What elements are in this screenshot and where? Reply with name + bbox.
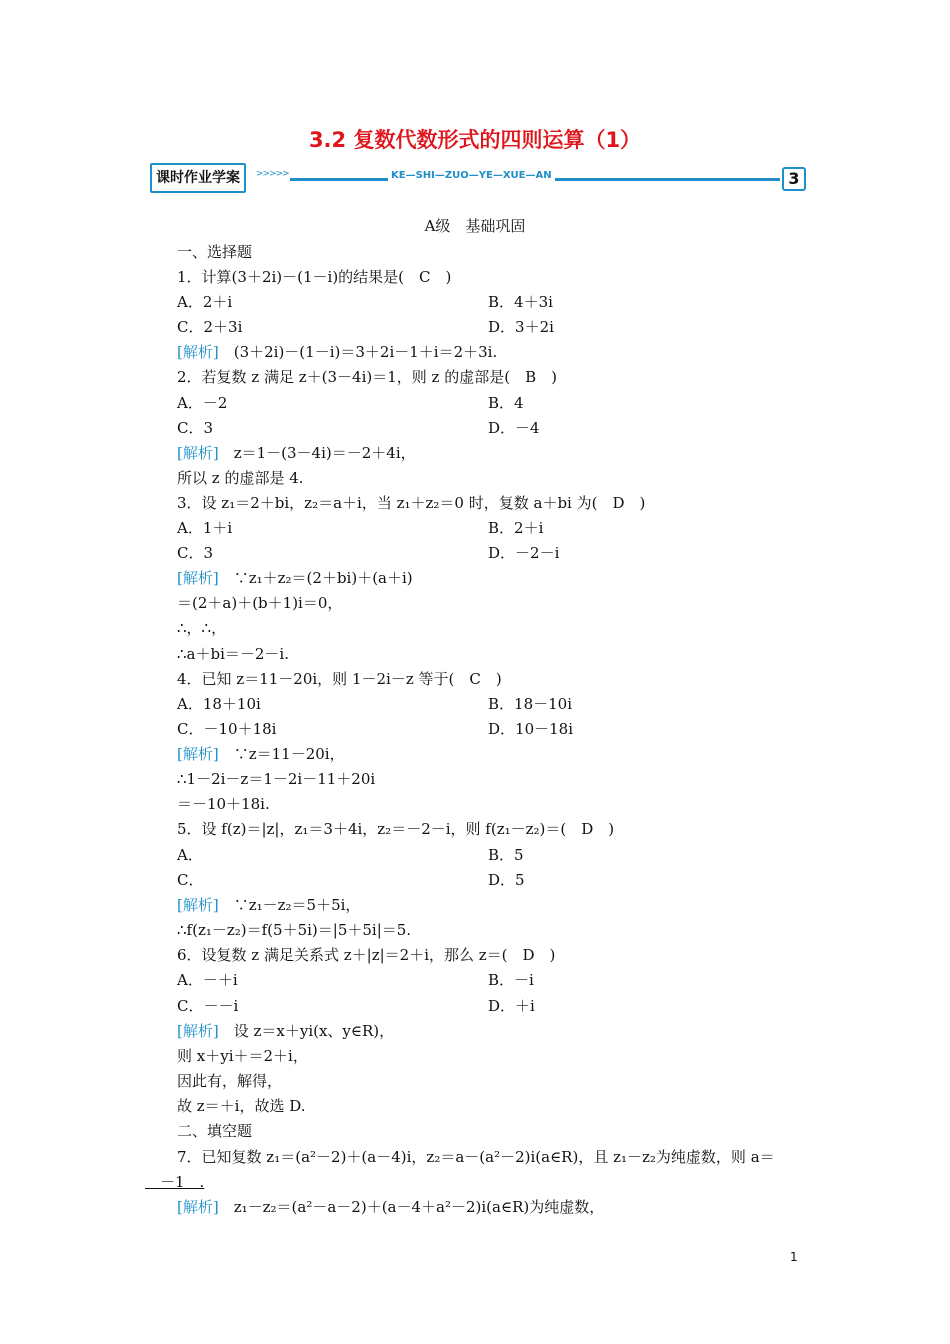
text-line	[177, 644, 289, 664]
analysis-tag: [解析]	[177, 569, 219, 587]
option-right: B．－i	[488, 971, 534, 989]
option-left: A．	[177, 846, 203, 864]
line-text: 因此有，解得，	[177, 1072, 283, 1090]
analysis-line	[177, 1197, 604, 1217]
line-text: ∵z₁－z₂＝5＋5i，	[218, 896, 361, 914]
analysis-tag: [解析]	[177, 745, 219, 763]
line-text: ∴1－2i－z＝1－2i－11＋20i	[177, 770, 376, 788]
line-text: 故 z＝＋i，故选 D.	[177, 1097, 306, 1115]
option-left: C．3	[177, 419, 214, 437]
option-right: B．4	[488, 394, 524, 412]
analysis-tag: [解析]	[177, 444, 219, 462]
line-text: 所以 z 的虚部是 4.	[177, 469, 304, 487]
line-text: －1 .	[145, 1173, 205, 1191]
analysis-tag: [解析]	[177, 1198, 219, 1216]
analysis-tag: [解析]	[177, 1022, 219, 1040]
line-text: 3．设 z₁＝2＋bi，z₂＝a＋i，当 z₁＋z₂＝0 时，复数 a＋bi 为( D )	[177, 494, 646, 512]
line-text: 则 x＋yi＋＝2＋i，	[177, 1047, 308, 1065]
option-left: A．2＋i	[177, 293, 233, 311]
text-line	[177, 769, 375, 789]
line-text: ∴a＋bi＝－2－i.	[177, 645, 289, 663]
option-left: C．－－i	[177, 997, 239, 1015]
banner-pinyin: KE—SHI—ZUO—YE—XUE—AN	[388, 170, 555, 181]
option-right: D．－2－i	[488, 544, 560, 562]
line-text: 7．已知复数 z₁＝(a²－2)＋(a－4)i，z₂＝a－(a²－2)i(a∈R)，且 z₁－z₂为纯虚数，则 a＝	[177, 1148, 775, 1166]
option-right: D．－4	[488, 419, 540, 437]
text-line	[177, 794, 270, 814]
text-line	[177, 468, 304, 488]
text-line	[177, 1147, 775, 1167]
level-heading: A级 基础巩固	[424, 217, 526, 235]
analysis-line	[177, 568, 413, 588]
text-line	[177, 819, 614, 839]
analysis-tag: [解析]	[177, 343, 219, 361]
line-text: ∵z₁＋z₂＝(2＋bi)＋(a＋i)	[218, 569, 413, 587]
line-text: z₁－z₂＝(a²－a－2)＋(a－4＋a²－2)i(a∈R)为纯虚数，	[218, 1198, 605, 1216]
option-left: C．－10＋18i	[177, 720, 277, 738]
line-text: 4．已知 z＝11－20i，则 1－2i－z 等于( C )	[177, 670, 502, 688]
analysis-line	[177, 895, 360, 915]
text-line	[177, 593, 342, 613]
analysis-line	[177, 744, 345, 764]
banner-label: 课时作业学案	[150, 163, 246, 193]
option-right: B．18－10i	[488, 695, 572, 713]
analysis-tag: [解析]	[177, 896, 219, 914]
analysis-line	[177, 443, 416, 463]
banner-number: 3	[782, 167, 806, 191]
text-line	[177, 267, 451, 287]
text-line	[177, 367, 557, 387]
line-text: 6．设复数 z 满足关系式 z＋|z|＝2＋i，那么 z＝( D )	[177, 946, 556, 964]
line-text: 1．计算(3＋2i)－(1－i)的结果是( C )	[177, 268, 452, 286]
option-left: A．－2	[177, 394, 228, 412]
option-left: C．	[177, 871, 204, 889]
text-line	[177, 1071, 282, 1091]
section-heading: 一、选择题	[177, 243, 253, 261]
option-left: C．2＋3i	[177, 318, 243, 336]
line-text: (3＋2i)－(1－i)＝3＋2i－1＋i＝2＋3i.	[218, 343, 498, 361]
line-text: 2．若复数 z 满足 z＋(3－4i)＝1，则 z 的虚部是( B )	[177, 368, 557, 386]
text-line	[177, 618, 226, 638]
line-text: 5．设 f(z)＝|z|，z₁＝3＋4i，z₂＝－2－i，则 f(z₁－z₂)＝( D )	[177, 820, 615, 838]
text-line	[177, 1121, 252, 1141]
text-line	[177, 493, 645, 513]
text-line	[177, 669, 502, 689]
line-text: ∴，∴，	[177, 619, 227, 637]
banner-arrows: >>>>>	[256, 169, 289, 179]
page-title: 3.2 复数代数形式的四则运算（1）	[308, 128, 642, 152]
option-right: D．＋i	[488, 997, 535, 1015]
analysis-line	[177, 342, 497, 362]
line-text: 二、填空题	[177, 1122, 253, 1140]
line-text: ＝－10＋18i.	[177, 795, 270, 813]
line-text: 设 z＝x＋yi(x、y∈R)，	[218, 1022, 395, 1040]
option-left: C．3	[177, 544, 214, 562]
text-line	[177, 920, 411, 940]
section-banner	[150, 163, 806, 197]
text-line	[177, 1046, 308, 1066]
text-line	[177, 1096, 306, 1116]
line-text: ＝(2＋a)＋(b＋1)i＝0，	[177, 594, 343, 612]
text-line	[145, 1172, 204, 1192]
option-right: D．5	[488, 871, 525, 889]
page-number: 1	[790, 1250, 798, 1264]
option-right: B．4＋3i	[488, 293, 553, 311]
line-text: z＝1－(3－4i)＝－2＋4i，	[218, 444, 416, 462]
option-right: D．3＋2i	[488, 318, 554, 336]
option-left: A．18＋10i	[177, 695, 261, 713]
line-text: ∴f(z₁－z₂)＝f(5＋5i)＝|5＋5i|＝5.	[177, 921, 412, 939]
option-right: D．10－18i	[488, 720, 573, 738]
line-text: ∵z＝11－20i，	[218, 745, 345, 763]
option-right: B．5	[488, 846, 524, 864]
option-right: B．2＋i	[488, 519, 544, 537]
analysis-line	[177, 1021, 394, 1041]
option-left: A．－＋i	[177, 971, 238, 989]
option-left: A．1＋i	[177, 519, 233, 537]
text-line	[177, 945, 555, 965]
